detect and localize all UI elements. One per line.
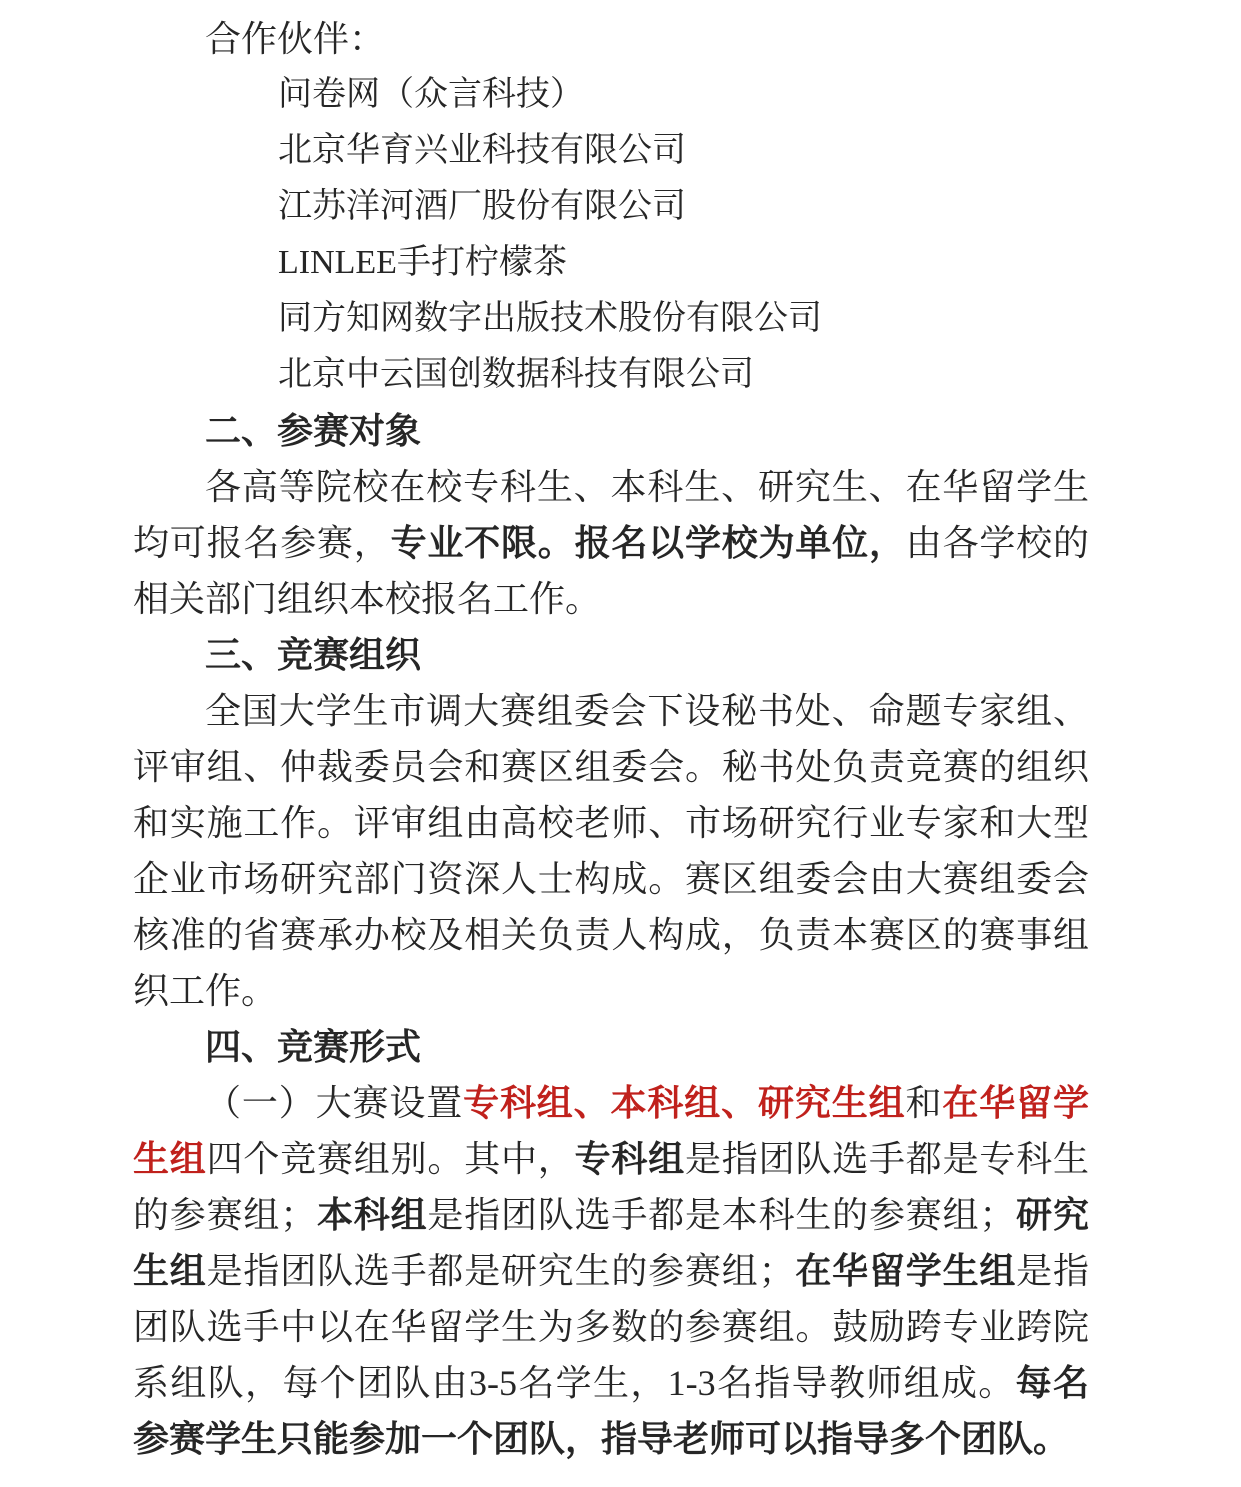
text-run: 专科组 — [574, 1139, 685, 1179]
text-run: 四个竞赛组别。其中， — [206, 1139, 575, 1179]
text-run: 本科组 — [316, 1195, 428, 1235]
section-paragraph — [133, 1075, 1089, 1467]
partner-item: 同方知网数字出版技术股份有限公司 — [278, 300, 822, 337]
text-run: 在华留学生组 — [794, 1251, 1017, 1291]
sections — [133, 403, 1089, 1467]
text-run: 在华留学生组 — [133, 1083, 1089, 1179]
partners-list — [133, 67, 1089, 403]
partner-item: LINLEE手打柠檬茶 — [278, 244, 567, 281]
text-run: 全国大学生市调大赛组委会下设秘书处、命题专家组、评审组、仲裁委员会和赛区组委会。秘书处负责竞赛的组织和实施工作。评审组由高校老师、市场研究行业专家和大型企业市场研究部门资深人士构成。赛区组委会由大赛组委会核准的省赛承办校及相关负责人构成，负责本赛区的赛事组织工作。 — [133, 691, 1089, 1011]
text-run: 和 — [905, 1083, 943, 1123]
partners-label: 合作伙伴： — [205, 19, 386, 59]
partner-item: 问卷网（众言科技） — [278, 76, 584, 113]
text-run: 每名参赛学生只能参加一个团队，指导老师可以指导多个团队。 — [133, 1363, 1089, 1459]
section-heading: 二、参赛对象 — [205, 411, 422, 451]
text-run: 是指团队选手都是研究生的参赛组； — [206, 1251, 795, 1291]
section-heading: 三、竞赛组织 — [205, 635, 422, 675]
text-run: 各高等院校在校专科生、本科生、研究生、在华留学生均可报名参赛， — [133, 467, 1089, 563]
text-run: 研究生组 — [133, 1195, 1089, 1291]
section-paragraph — [133, 683, 1089, 1019]
partner-item: 江苏洋河酒厂股份有限公司 — [278, 188, 686, 225]
text-run: （一）大赛设置 — [205, 1083, 464, 1123]
partner-item: 北京华育兴业科技有限公司 — [278, 132, 686, 169]
partner-item: 北京中云国创数据科技有限公司 — [278, 356, 754, 393]
text-run: 是指团队选手都是本科生的参赛组； — [427, 1195, 1016, 1235]
text-run: 由各学校的相关部门组织本校报名工作。 — [133, 523, 1089, 619]
text-run: 专科组、本科组、研究生组 — [463, 1083, 906, 1123]
text-run: 专业不限。报名以学校为单位， — [390, 523, 906, 563]
section-paragraph — [133, 459, 1089, 627]
section-heading: 四、竞赛形式 — [205, 1027, 422, 1067]
text-run: 是指团队选手都是专科生的参赛组； — [133, 1139, 1089, 1235]
text-run: 是指团队选手中以在华留学生为多数的参赛组。鼓励跨专业跨院系组队，每个团队由3-5名学生，1-3名指导教师组成。 — [133, 1251, 1089, 1403]
